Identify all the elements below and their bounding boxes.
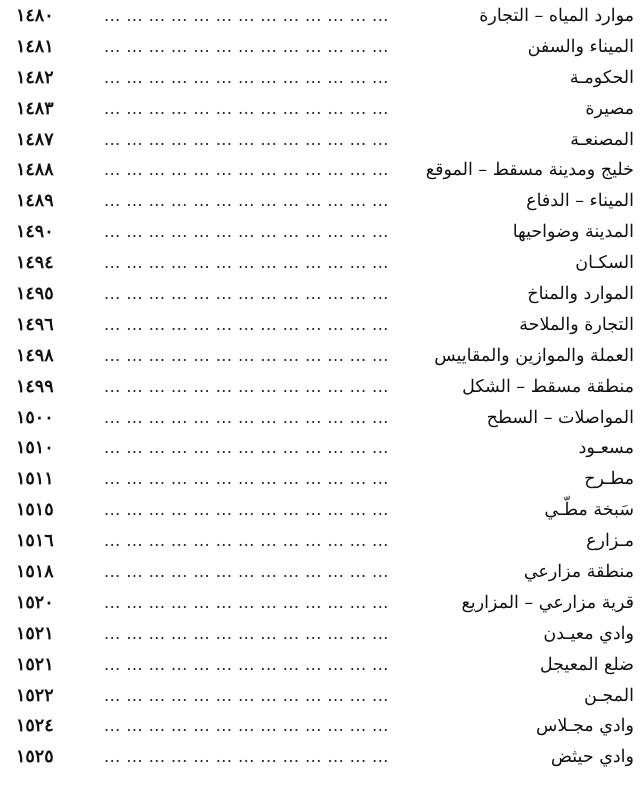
dot-leader: ... ... ... ... ... ... ... ... ... ... ... ... ... bbox=[104, 376, 389, 396]
entry-title: منطقة مسقط – الشكل bbox=[456, 376, 634, 398]
page-number: ١٤٨٨ bbox=[16, 160, 54, 181]
dot-leader: ... ... ... ... ... ... ... ... ... ... ... ... ... bbox=[104, 469, 389, 489]
dot-leader: ... ... ... ... ... ... ... ... ... ... ... ... ... bbox=[104, 685, 389, 705]
entry-title: وادي مجـلاس bbox=[530, 715, 634, 737]
toc-entry bbox=[0, 682, 644, 713]
page-number: ١٥٢١ bbox=[16, 623, 54, 644]
dot-leader: ... ... ... ... ... ... ... ... ... ... ... ... ... bbox=[104, 654, 389, 674]
dot-leader: ... ... ... ... ... ... ... ... ... ... ... ... ... bbox=[104, 98, 389, 118]
entry-title: الحكومـة bbox=[564, 67, 634, 89]
entry-title: الميناء – الدفاع bbox=[520, 190, 634, 212]
toc-entry bbox=[0, 126, 644, 157]
page-number: ١٤٩٨ bbox=[16, 345, 54, 366]
dot-leader: ... ... ... ... ... ... ... ... ... ... ... ... ... bbox=[104, 67, 389, 87]
dot-leader: ... ... ... ... ... ... ... ... ... ... ... ... ... bbox=[104, 407, 389, 427]
toc-entry bbox=[0, 2, 644, 33]
dot-leader: ... ... ... ... ... ... ... ... ... ... ... ... ... bbox=[104, 531, 389, 551]
entry-title: وادي حيثض bbox=[545, 746, 634, 768]
dot-leader: ... ... ... ... ... ... ... ... ... ... ... ... ... bbox=[104, 160, 389, 180]
dot-leader: ... ... ... ... ... ... ... ... ... ... ... ... ... bbox=[104, 345, 389, 365]
page-number: ١٤٨٠ bbox=[16, 6, 54, 26]
toc-entry bbox=[0, 156, 644, 187]
toc-entry bbox=[0, 187, 644, 218]
page-number: ١٤٨٣ bbox=[16, 98, 54, 119]
entry-title: المجـن bbox=[578, 685, 634, 707]
dot-leader: ... ... ... ... ... ... ... ... ... ... ... ... ... bbox=[104, 36, 389, 56]
page-number: ١٥٢٥ bbox=[16, 747, 54, 768]
entry-title: الميناء والسفن bbox=[522, 36, 634, 58]
toc-entry bbox=[0, 558, 644, 589]
dot-leader: ... ... ... ... ... ... ... ... ... ... ... ... ... bbox=[104, 716, 389, 736]
toc-entry bbox=[0, 311, 644, 342]
page-number: ١٤٩٥ bbox=[16, 284, 54, 305]
dot-leader: ... ... ... ... ... ... ... ... ... ... ... ... ... bbox=[104, 129, 389, 149]
dot-leader: ... ... ... ... ... ... ... ... ... ... ... ... ... bbox=[104, 222, 389, 242]
page-number: ١٤٩٤ bbox=[16, 253, 54, 274]
dot-leader: ... ... ... ... ... ... ... ... ... ... ... ... ... bbox=[104, 191, 389, 211]
dot-leader: ... ... ... ... ... ... ... ... ... ... ... ... ... bbox=[104, 592, 389, 612]
page-number: ١٤٩٩ bbox=[16, 376, 54, 397]
entry-title: منطقة مزارعي bbox=[518, 561, 634, 583]
dot-leader: ... ... ... ... ... ... ... ... ... ... ... ... ... bbox=[104, 623, 389, 643]
entry-title: ضلع المعيجل bbox=[534, 654, 634, 676]
page-number: ١٥٢١ bbox=[16, 654, 54, 675]
entry-title: مطـرح bbox=[578, 468, 634, 490]
toc-entry bbox=[0, 373, 644, 404]
toc-entry bbox=[0, 218, 644, 249]
page-number: ١٥٢٤ bbox=[16, 716, 54, 737]
entry-title: السكـان bbox=[569, 252, 634, 274]
entry-title: التجارة والملاحة bbox=[513, 314, 634, 336]
toc-entry bbox=[0, 33, 644, 64]
toc-entry bbox=[0, 342, 644, 373]
toc-entry bbox=[0, 527, 644, 558]
entry-title: المدينة وضواحيها bbox=[507, 221, 634, 243]
page-number: ١٤٨٧ bbox=[16, 129, 54, 150]
entry-title: وادي معيـدن bbox=[537, 623, 634, 645]
page-number: ١٤٨١ bbox=[16, 36, 54, 57]
toc-entry bbox=[0, 465, 644, 496]
toc-entry bbox=[0, 651, 644, 682]
entry-title: المصنعـة bbox=[564, 129, 634, 151]
page-number: ١٥١٨ bbox=[16, 562, 54, 583]
toc-entry bbox=[0, 64, 644, 95]
page-number: ١٥٢٢ bbox=[16, 685, 54, 706]
entry-title: المواصلات – السطح bbox=[481, 407, 634, 429]
page-number: ١٥٢٠ bbox=[16, 592, 54, 613]
page-number: ١٤٩٦ bbox=[16, 314, 54, 335]
entry-title: مصيرة bbox=[579, 98, 634, 120]
dot-leader: ... ... ... ... ... ... ... ... ... ... ... ... ... bbox=[104, 500, 389, 520]
dot-leader: ... ... ... ... ... ... ... ... ... ... ... ... ... bbox=[104, 6, 389, 25]
page-number: ١٤٩٠ bbox=[16, 222, 54, 243]
page-number: ١٤٨٢ bbox=[16, 67, 54, 88]
toc-entry bbox=[0, 589, 644, 620]
page-number: ١٥١٦ bbox=[16, 531, 54, 552]
page-number: ١٥١١ bbox=[16, 469, 54, 490]
page-number: ١٥١٠ bbox=[16, 438, 54, 459]
entry-title: قرية مزارعي – المزاريع bbox=[455, 592, 634, 614]
entry-title: خليج ومدينة مسقط – الموقع bbox=[420, 159, 634, 181]
toc-entry bbox=[0, 434, 644, 465]
entry-title: مـزارع bbox=[580, 530, 634, 552]
table-of-contents bbox=[0, 2, 644, 774]
entry-title: مسعـود bbox=[573, 437, 634, 459]
dot-leader: ... ... ... ... ... ... ... ... ... ... ... ... ... bbox=[104, 747, 389, 767]
toc-entry bbox=[0, 280, 644, 311]
dot-leader: ... ... ... ... ... ... ... ... ... ... ... ... ... bbox=[104, 284, 389, 304]
dot-leader: ... ... ... ... ... ... ... ... ... ... ... ... ... bbox=[104, 438, 389, 458]
toc-entry bbox=[0, 95, 644, 126]
dot-leader: ... ... ... ... ... ... ... ... ... ... ... ... ... bbox=[104, 253, 389, 273]
toc-entry bbox=[0, 404, 644, 435]
entry-title: سَبخة مطّـي bbox=[538, 499, 634, 521]
page-number: ١٥٠٠ bbox=[16, 407, 54, 428]
page-number: ١٤٨٩ bbox=[16, 191, 54, 212]
entry-title: العملة والموازين والمقاييس bbox=[428, 345, 634, 367]
entry-title: موارد المياه – التجارة bbox=[473, 5, 634, 27]
toc-entry bbox=[0, 712, 644, 743]
toc-entry bbox=[0, 496, 644, 527]
page-number: ١٥١٥ bbox=[16, 500, 54, 521]
dot-leader: ... ... ... ... ... ... ... ... ... ... ... ... ... bbox=[104, 314, 389, 334]
entry-title: الموارد والمناخ bbox=[521, 283, 634, 305]
toc-entry bbox=[0, 743, 644, 774]
dot-leader: ... ... ... ... ... ... ... ... ... ... ... ... ... bbox=[104, 562, 389, 582]
toc-entry bbox=[0, 249, 644, 280]
toc-entry bbox=[0, 620, 644, 651]
